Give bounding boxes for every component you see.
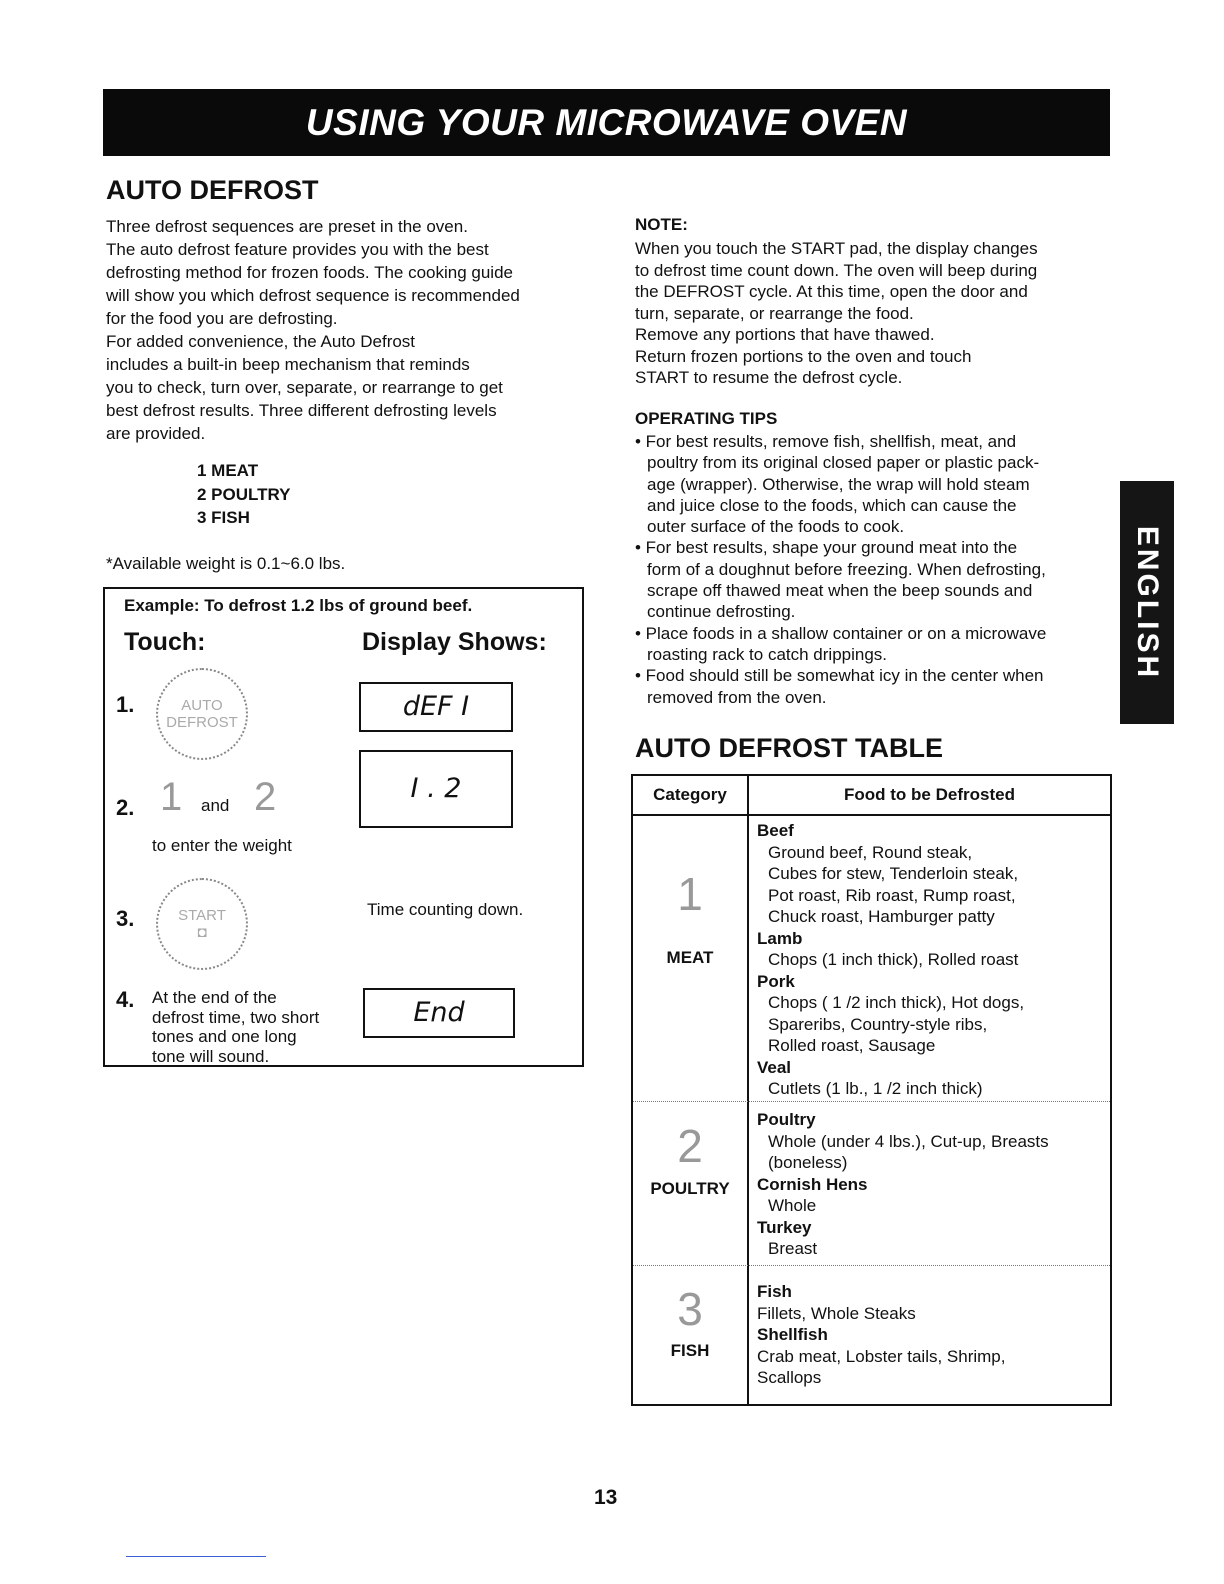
intro-line: are provided. xyxy=(106,424,206,443)
food-group-title: Cornish Hens xyxy=(757,1174,868,1194)
food-group-title: Shellfish xyxy=(757,1325,828,1344)
food-item: Fillets, Whole Steaks xyxy=(757,1303,916,1323)
tip-line: roasting rack to catch drippings. xyxy=(647,644,888,664)
food-item: Cutlets (1 lb., 1 /2 inch thick) xyxy=(768,1079,983,1098)
food-group-title: Fish xyxy=(757,1282,792,1301)
intro-line: best defrost results. Three different defrosting levels xyxy=(106,401,497,420)
auto-defrost-table xyxy=(631,774,1112,1406)
tip-line: poultry from its original closed paper or plastic pack- xyxy=(647,453,1040,473)
level-fish: 3 FISH xyxy=(197,508,250,527)
available-weight-note: *Available weight is 0.1~6.0 lbs. xyxy=(106,554,346,573)
food-item: (boneless) xyxy=(768,1153,848,1172)
food-item: Spareribs, Country-style ribs, xyxy=(768,1014,988,1034)
step-text-line: tone will sound. xyxy=(152,1046,270,1066)
tip-line: • For best results, remove fish, shellfish, meat, and xyxy=(635,432,1017,451)
start-pad-icon xyxy=(156,878,248,970)
food-item: Chops ( 1 /2 inch thick), Hot dogs, xyxy=(768,993,1025,1012)
food-item: Ground beef, Round steak, xyxy=(768,842,973,862)
language-tab-label: ENGLISH xyxy=(1131,525,1164,680)
food-item: Breast xyxy=(768,1239,818,1258)
tip-line: and juice close to the foods, which can cause the xyxy=(647,495,1017,515)
intro-line: The auto defrost feature provides you with the best xyxy=(106,240,489,259)
column-divider xyxy=(747,776,749,1404)
tip-line: age (wrapper). Otherwise, the wrap will hold steam xyxy=(647,474,1030,494)
category-name: FISH xyxy=(670,1341,710,1360)
category-number: 2 xyxy=(677,1120,703,1172)
step-text-line: defrost time, two short xyxy=(152,1007,320,1027)
tip-line: • For best results, shape your ground meat into the xyxy=(635,538,1018,558)
footer-rule xyxy=(126,1556,266,1557)
food-group-title: Poultry xyxy=(757,1110,816,1129)
intro-line: for the food you are defrosting. xyxy=(106,309,338,328)
level-meat: 1 MEAT xyxy=(197,461,259,480)
step-text-line: At the end of the xyxy=(152,988,277,1007)
food-group-title: Pork xyxy=(757,971,795,991)
category-name: POULTRY xyxy=(650,1179,730,1198)
step-text-line: tones and one long xyxy=(152,1027,297,1046)
food-item: Cubes for stew, Tenderloin steak, xyxy=(768,864,1019,883)
food-item: Whole xyxy=(768,1196,817,1215)
category-number: 3 xyxy=(677,1283,703,1335)
auto-defrost-intro xyxy=(106,215,520,445)
step-number: 4. xyxy=(116,987,135,1012)
tip-line: outer surface of the foods to cook. xyxy=(647,517,905,537)
step-number: 3. xyxy=(116,906,135,931)
note-line: START to resume the defrost cycle. xyxy=(635,368,903,387)
step-number: 1. xyxy=(116,692,135,717)
note-line: to defrost time count down. The oven will beep during xyxy=(635,260,1038,280)
display-readout: End xyxy=(363,988,515,1038)
food-item: Chops (1 inch thick), Rolled roast xyxy=(768,950,1019,969)
step-caption: to enter the weight xyxy=(152,836,292,855)
page-banner: USING YOUR MICROWAVE OVEN xyxy=(103,89,1110,156)
food-group-title: Lamb xyxy=(757,928,803,948)
note-line: Remove any portions that have thawed. xyxy=(635,325,935,344)
display-readout: dEF I xyxy=(359,682,513,732)
example-title: Example: To defrost 1.2 lbs of ground beef. xyxy=(124,596,473,615)
row-divider xyxy=(633,1265,1110,1266)
food-list xyxy=(757,1109,1049,1260)
food-group-title: Turkey xyxy=(757,1217,812,1237)
food-group-title: Veal xyxy=(757,1057,792,1077)
and-label: and xyxy=(201,796,230,815)
page-number: 13 xyxy=(594,1486,618,1509)
tip-line: scrape off thawed meat when the beep sounds and xyxy=(647,581,1033,601)
display-description: Time counting down. xyxy=(367,900,524,919)
tip-line: • Food should still be somewhat icy in the center when xyxy=(635,666,1044,686)
operating-tips-label: OPERATING TIPS xyxy=(635,409,778,428)
food-item: Crab meat, Lobster tails, Shrimp, xyxy=(757,1346,1006,1366)
intro-line: you to check, turn over, separate, or rearrange to get xyxy=(106,378,503,397)
food-item: Chuck roast, Hamburger patty xyxy=(768,907,995,926)
intro-line: includes a built-in beep mechanism that reminds xyxy=(106,355,470,374)
category-name: MEAT xyxy=(666,948,714,967)
header-divider xyxy=(633,814,1110,816)
tip-line: removed from the oven. xyxy=(647,687,827,707)
column-header-food: Food to be Defrosted xyxy=(844,785,1015,804)
number-pad-key-icon: 1 xyxy=(160,775,183,819)
note-line: turn, separate, or rearrange the food. xyxy=(635,303,914,323)
note-label: NOTE: xyxy=(635,215,688,234)
note-line: Return frozen portions to the oven and touch xyxy=(635,346,972,366)
intro-line: defrosting method for frozen foods. The cooking guide xyxy=(106,263,513,282)
auto-defrost-pad-icon xyxy=(156,668,248,760)
tip-line: form of a doughnut before freezing. When defrosting, xyxy=(647,559,1046,579)
display-column-heading: Display Shows: xyxy=(362,628,547,656)
pad-label: START xyxy=(178,907,226,924)
language-side-tab xyxy=(1120,481,1174,724)
display-readout: I . 2 xyxy=(359,750,513,828)
note-line: When you touch the START pad, the display changes xyxy=(635,239,1038,258)
food-list xyxy=(757,820,1024,1100)
operating-tips-list xyxy=(635,431,1115,708)
intro-line: For added convenience, the Auto Defrost xyxy=(106,332,416,351)
lock-icon: ◘ xyxy=(197,924,207,941)
food-item: Rolled roast, Sausage xyxy=(768,1036,936,1055)
food-group-title: Beef xyxy=(757,821,794,840)
food-item: Scallops xyxy=(757,1368,822,1387)
category-number: 1 xyxy=(677,868,703,920)
food-item: Pot roast, Rib roast, Rump roast, xyxy=(768,885,1016,905)
number-pad-key-icon: 2 xyxy=(254,775,277,819)
note-text xyxy=(635,238,1038,389)
table-heading: AUTO DEFROST TABLE xyxy=(635,733,943,763)
intro-line: Three defrost sequences are preset in the oven. xyxy=(106,217,468,236)
intro-line: will show you which defrost sequence is recommended xyxy=(106,286,520,305)
touch-column-heading: Touch: xyxy=(124,628,206,656)
section-heading-auto-defrost: AUTO DEFROST xyxy=(106,175,319,205)
food-item: Whole (under 4 lbs.), Cut-up, Breasts xyxy=(768,1131,1049,1151)
tip-line: continue defrosting. xyxy=(647,602,796,622)
step-number: 2. xyxy=(116,795,135,820)
tip-line: • Place foods in a shallow container or on a microwave xyxy=(635,623,1047,643)
pad-label: AUTO xyxy=(181,697,223,714)
defrost-levels-list xyxy=(197,459,291,530)
row-divider xyxy=(633,1101,1110,1102)
step-4-text xyxy=(152,988,319,1066)
pad-label: DEFROST xyxy=(166,714,238,731)
column-header-category: Category xyxy=(653,785,727,804)
food-list xyxy=(757,1281,1005,1389)
level-poultry: 2 POULTRY xyxy=(197,484,291,504)
note-line: the DEFROST cycle. At this time, open the door and xyxy=(635,282,1028,301)
